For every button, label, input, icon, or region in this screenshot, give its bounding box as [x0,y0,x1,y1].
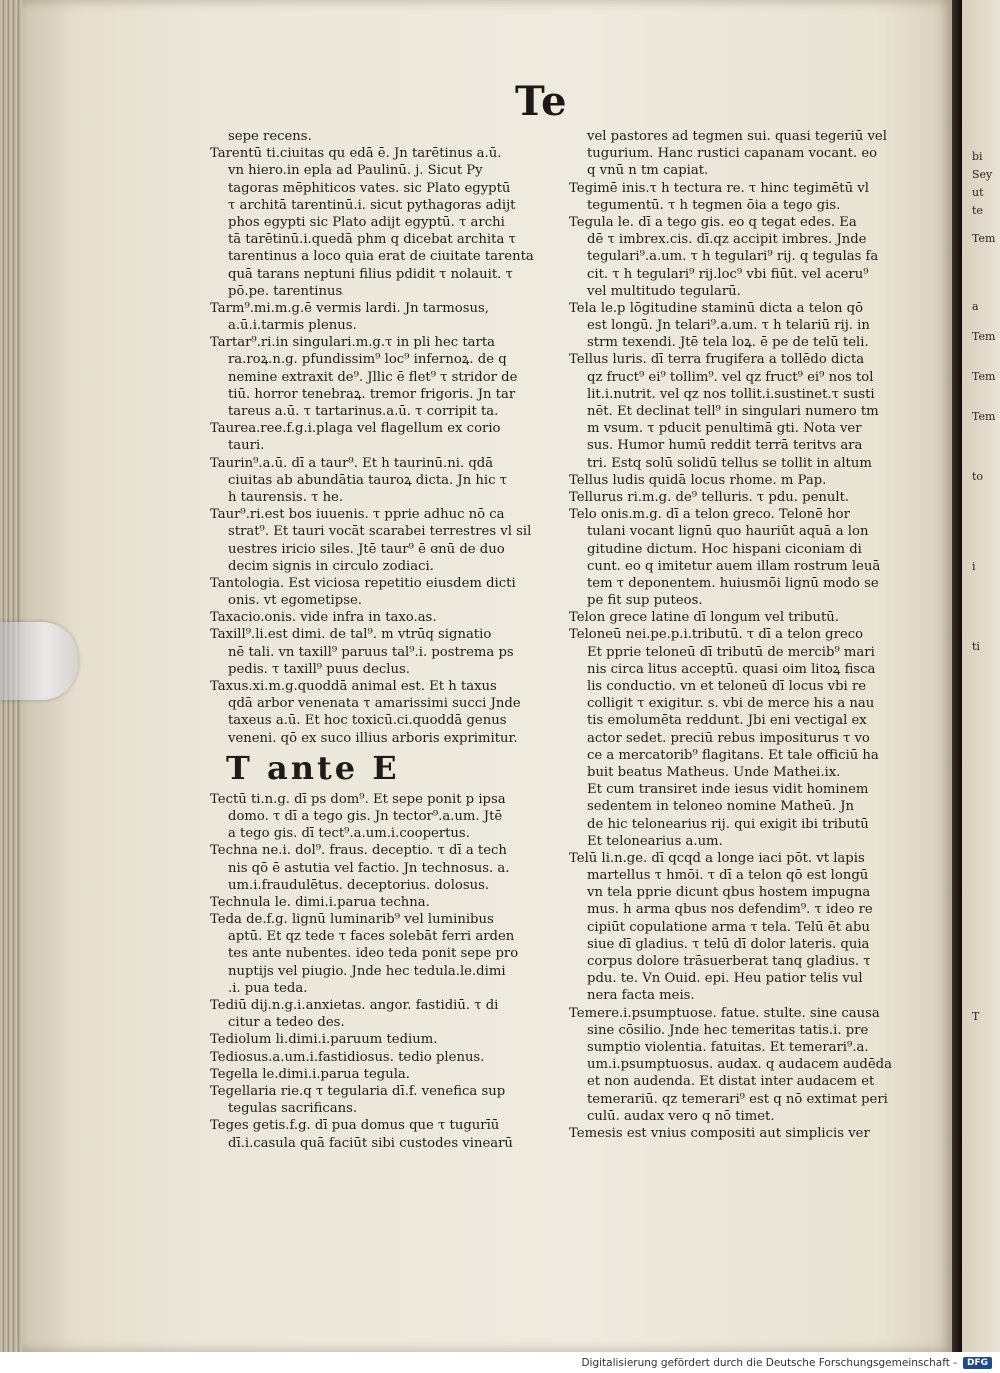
dictionary-entry-line: Telo onis.m.g. dī a telon greco. Telonē hor [569,507,850,523]
text-line: martellus τ hmōi. τ dī a telon qō est longū [587,868,869,884]
next-page-fragment: Tem [972,232,996,245]
dictionary-entry-line: Teloneū nei.pe.p.i.tributū. τ dī a telon greco [569,627,864,643]
dictionary-entry-line: Temesis est vnius compositi aut simplicis ver [569,1125,870,1141]
dictionary-entry-line: Tantologia. Est viciosa repetitio eiusdem dicti [210,575,516,591]
text-line: buit beatus Matheus. Unde Mathei.ix. [587,764,841,780]
text-line: corpus dolore trāsuerberat tanq gladius. τ [587,954,871,969]
dictionary-entry-line: Tellurus ri.m.g. de⁹ telluris. τ pdu. penult. [569,489,850,505]
text-line: tem τ deponentem. huiusmōi lignū modo se [587,575,879,591]
text-line: sus. Humor humū reddit terrā teritvs ara [587,438,863,454]
dictionary-entry-line: Tarentū ti.ciuitas qu edā ē. Jn tarētinus a.ū. [210,146,502,162]
text-line: phos egypti sic Plato adijt egyptū. τ archi [228,214,505,230]
dictionary-entry-line: Tarm⁹.mi.m.g.ē vermis lardi. Jn tarmosus, [210,300,489,316]
text-line: lis conductio. vn et teloneū dī locus vbi re [587,679,867,694]
text-line: actor sedet. preciū rebus impositurus τ vo [587,730,870,746]
text-line: qdā arbor venenata τ amarissimi succi Jnde [228,696,521,712]
next-page-fragment: to [972,470,984,483]
dictionary-entry-line: Taxacio.onis. vide infra in taxo.as. [210,610,437,626]
text-line: cunt. eo q imitetur auem illam rostrum leuā [587,558,881,574]
text-line: nē tali. vn taxill⁹ paruus tal⁹.i. postrema ps [228,644,514,660]
section-heading: T ante E [226,749,400,788]
text-line: tā tarētinū.i.quedā phm q dicebat archita τ [228,232,516,248]
text-line: cit. τ h tegulari⁹ rij.loc⁹ vbi fiūt. vel aceru⁹ [587,266,869,282]
dictionary-entry-line: Tediū dij.n.g.i.anxietas. angor. fastidiū. τ di [210,998,499,1013]
dictionary-entry-line: Tediosus.a.um.i.fastidiosus. tedio plenus. [210,1049,485,1065]
text-line: h taurensis. τ he. [228,489,344,505]
text-line: tareus a.ū. τ tartarinus.a.ū. τ corripit ta. [228,404,499,419]
dictionary-entry-line: Techna ne.i. dol⁹. fraus. deceptio. τ dī a tech [210,843,507,859]
next-page-fragment: bi [972,150,983,163]
text-line: nemine extraxit de⁹. Jllic ē flet⁹ τ stridor de [228,369,518,385]
next-page-edge [962,0,1000,1352]
text-line: a.ū.i.tarmis plenus. [228,318,357,334]
text-line: tegulas sacrificans. [228,1101,358,1117]
text-line: ciuitas ab abundātia tauroꝝ dicta. Jn hic τ [228,472,507,488]
text-line: tagoras mēphiticos vates. sic Plato egyptū [228,180,511,196]
text-line: tes ante nubentes. ideo teda ponit sepe pro [228,946,519,962]
dictionary-entry-line: Teges getis.f.g. dī pua domus que τ tugurīū [210,1118,500,1134]
right-text-column [569,128,922,1142]
text-line: gitudine dictum. Hoc hispani ciconiam di [587,541,862,557]
dictionary-entry-line: Tediolum li.dimi.i.paruum tedium. [210,1032,438,1048]
dictionary-entry-line: Telū li.n.ge. dī qcqd a longe iaci pōt. vt lapis [569,850,865,866]
text-line: m vsum. τ pducit penultimā gti. Nota ver [587,421,862,437]
text-line: tegulari⁹.a.um. τ h tegulari⁹ rij. q tegulas fa [587,249,879,265]
next-page-fragment: Tem [972,330,996,343]
text-line: Et cum transiret inde iesus vidit hominem [587,782,869,798]
text-line: mus. h arma qbus nos defendim⁹. τ ideo re [587,902,873,918]
text-line: veneni. qō ex suco illius arboris exprimitur. [228,730,518,746]
text-line: um.i.fraudulētus. deceptorius. dolosus. [228,877,490,893]
text-line: qz fruct⁹ ei⁹ tollim⁹. vel qz fruct⁹ ei⁹ nos tol [587,369,874,385]
dictionary-entry-line: Tela le.p lōgitudine staminū dicta a telon qō [569,300,864,316]
dictionary-entry-line: Taxus.xi.m.g.quoddā animal est. Et h taxus [210,679,497,694]
text-line: pdu. te. Vn Ouid. epi. Heu patior telis vul [587,971,863,987]
text-line: vel multitudo tegularū. [587,283,741,299]
text-line: taxeus a.ū. Et hoc toxicū.ci.quoddā genus [228,713,507,729]
text-line: tri. Estq solū solidū tellus se tollit in altum [587,455,872,471]
text-line: um.i.psumptuosus. audax. q audacem audēda [587,1057,892,1073]
dictionary-entry-line: Taurin⁹.a.ū. dī a taur⁹. Et h taurinū.ni. qdā [210,455,494,471]
text-line: τ architā tarentinū.i. sicut pythagoras adijt [228,197,516,213]
text-line: Et telonearius a.um. [587,833,723,849]
text-line: nēt. Et declinat tell⁹ in singulari numero tm [587,404,879,419]
dictionary-entry-line: Tellus ludis quidā locus rhome. m Pap. [569,472,827,488]
text-line: ce a mercatorib⁹ flagitans. Et tale officiū ha [587,747,879,763]
text-line: sumptio violentia. fatuitas. Et temerari⁹.a. [587,1039,869,1055]
text-line: temerariū. qz temerari⁹ est q nō extimat peri [587,1091,888,1107]
dictionary-entry-line: Technula le. dimi.i.parua techna. [210,894,430,910]
text-line: q vnū n tm capiat. [587,163,709,179]
text-line: pedis. τ taxill⁹ puus declus. [228,661,410,677]
text-line: dī.i.casula quā faciūt sibi custodes vinearū [228,1135,513,1151]
text-line: uestres iricio siles. Jtē taur⁹ ē ɞnū de duo [228,541,505,557]
page-headword: Te [515,78,568,125]
text-line: sepe recens. [228,129,312,144]
text-line: dē τ imbrex.cis. dī.qz accipit imbres. Jnde [587,232,867,248]
dictionary-entry-line: Temere.i.psumptuose. fatue. stulte. sine causa [569,1005,880,1021]
text-line: domo. τ dī a tego gis. Jn tector⁹.a.um. Jtē [228,808,503,824]
dictionary-entry-line: Tartar⁹.ri.in singulari.m.g.τ in pli hec tarta [210,335,495,351]
text-line: colligit τ exigitur. s. vbi de merce his a nau [587,696,875,712]
book-gutter [952,0,962,1352]
text-line: lit.i.nutrit. vel qz nos tollit.i.sustinet.τ susti [587,386,875,402]
text-line: tegumentū. τ h tegmen ōia a tego gis. [587,197,841,213]
text-line: tauri. [228,438,265,454]
text-line: tiū. horror tenebraꝝ. tremor frigoris. Jn tar [228,386,516,402]
text-line: onis. vt egometipse. [228,593,362,609]
next-page-fragment: Tem [972,410,996,423]
text-line: et non audenda. Et distat inter audacem et [587,1074,875,1090]
text-line: nis circa litus acceptū. quasi oim litoꝝ fisca [587,661,876,677]
text-line: quā tarans neptuni filius pdidit τ nolauit. τ [228,266,513,282]
text-line: decim signis in circulo zodiaci. [228,558,434,574]
page-clip [0,622,78,700]
text-line: Et pprie teloneū dī tributū de mercib⁹ mari [587,644,875,660]
text-line: vn hiero.in epla ad Paulinū. j. Sicut Py [228,163,483,179]
text-line: vn tela pprie dicunt qbus hostem impugna [587,885,871,901]
text-line: nuptijs vel piugio. Jnde hec tedula.le.dimi [228,963,506,979]
next-page-fragment: ut [972,186,984,199]
next-page-fragment: Sey [972,168,993,181]
next-page-fragment: a [972,300,979,313]
dictionary-entry-line: Tegimē inis.τ h tectura re. τ hinc tegimētū vl [569,180,869,196]
dictionary-entry-line: Tegellaria rie.q τ tegularia dī.f. venefica sup [210,1083,506,1099]
dictionary-entry-line: Tegula le. dī a tego gis. eo q tegat edes. Ea [569,214,857,230]
text-line: est longū. Jn telari⁹.a.um. τ h telariū rij. in [587,318,870,334]
next-page-fragment: i [972,560,976,573]
dictionary-entry-line: Taurea.ree.f.g.i.plaga vel flagellum ex corio [210,421,501,437]
dfg-logo: DFG [963,1357,992,1369]
text-line: sine cōsilio. Jnde hec temeritas tatis.i. pre [587,1022,869,1038]
next-page-fragment: ti [972,640,980,653]
dictionary-entry-line: Teda de.f.g. lignū luminarib⁹ vel luminibus [210,912,494,928]
text-line: ra.roꝝ.n.g. pfundissim⁹ loc⁹ infernoꝝ. de q [228,352,507,368]
next-page-fragment: te [972,204,983,217]
text-line: vel pastores ad tegmen sui. quasi tegeriū vel [587,129,887,144]
text-line: pe fit sup puteos. [587,593,703,609]
dictionary-entry-line: Tectū ti.n.g. dī ps dom⁹. Et sepe ponit p ipsa [210,791,506,807]
text-line: nis qō ē astutia vel factio. Jn technosus. a. [228,860,510,876]
text-line: strat⁹. Et tauri vocāt scarabei terrestres vl sil [228,524,532,540]
text-line: nera facta meis. [587,988,695,1004]
dictionary-entry-line: Telon grece latine dī longum vel tributū. [569,610,839,626]
left-text-column [210,128,570,1152]
text-line: a tego gis. dī tect⁹.a.um.i.coopertus. [228,826,470,842]
text-line: tugurium. Hanc rustici capanam vocant. eo [587,146,878,162]
digitization-footer [0,1352,1000,1373]
text-line: siue dī gladius. τ telū dī dolor lateris. quia [587,936,870,952]
dictionary-entry-line: Taxill⁹.li.est dimi. de tal⁹. m vtrūq signatio [210,627,492,643]
next-page-fragment: Tem [972,370,996,383]
text-line: tis emolumēta reddunt. Jbi eni vectigal ex [587,713,867,729]
dictionary-entry-line: Tellus luris. dī terra frugifera a tollēdo dicta [569,352,865,368]
text-line: pō.pe. tarentinus [228,283,343,299]
text-line: strm texendi. Jtē tela loꝝ. ē pe de telū teli. [587,335,869,351]
footer-credit-text: Digitalisierung gefördert durch die Deutsche Forschungsgemeinschaft - [581,1356,957,1369]
text-line: culū. audax vero q nō timet. [587,1108,775,1124]
text-line: sedentem in teloneo nomine Matheū. Jn [587,799,854,815]
text-line: aptū. Et qz tede τ faces solebāt ferri arden [228,929,515,945]
dictionary-entry-line: Tegella le.dimi.i.parua tegula. [210,1066,410,1082]
text-line: citur a tedeo des. [228,1015,345,1031]
dictionary-entry-line: Taur⁹.ri.est bos iuuenis. τ pprie adhuc nō ca [210,507,505,523]
text-line: tarentinus a loco quia erat de ciuitate tarenta [228,249,534,265]
text-line: de hic telonearius rij. qui exigit ibi tributū [587,816,869,832]
text-line: cipiūt copulatione arma τ tela. Telū ēt abu [587,919,870,935]
text-line: .i. pua teda. [228,980,308,996]
next-page-fragment: T [972,1010,980,1023]
text-line: tulani vocant lignū quo hauriūt aquā a lon [587,524,869,540]
